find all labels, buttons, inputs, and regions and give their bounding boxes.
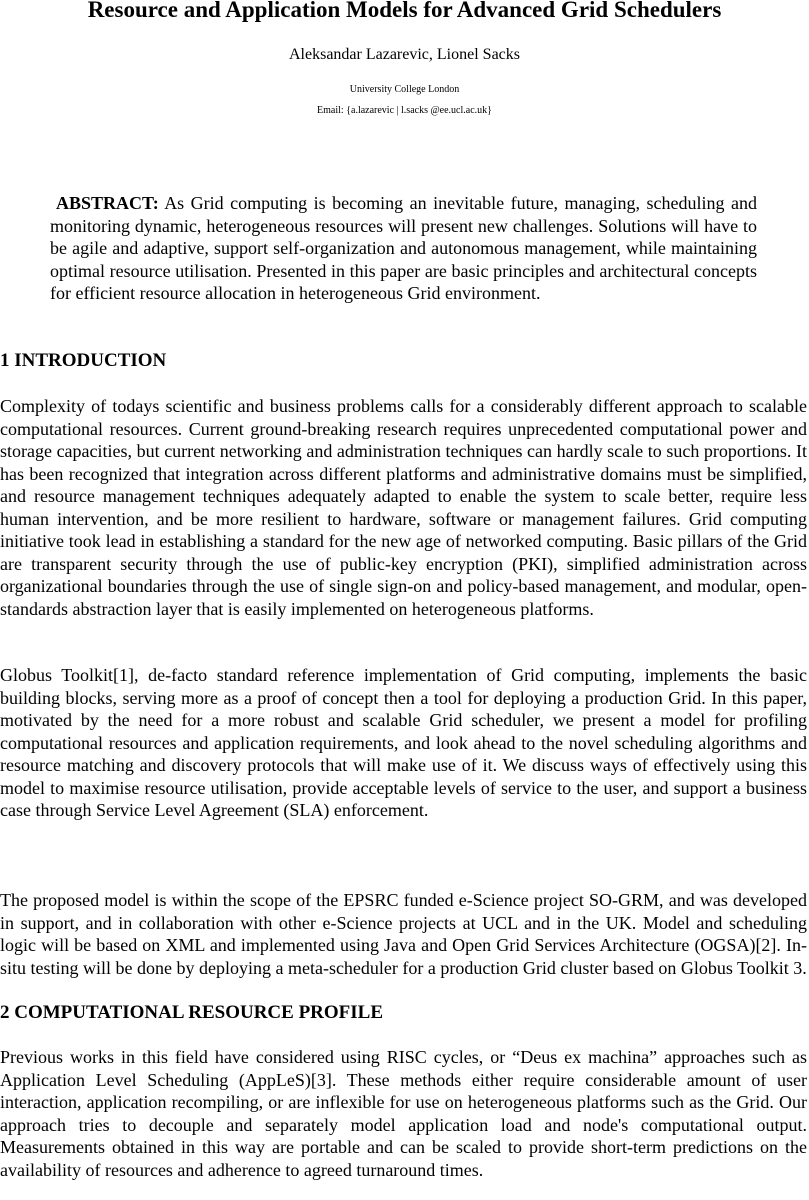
resource-profile-paragraph: Previous works in this field have considered using RISC cycles, or “Deus ex machina” approaches such as Application Level Scheduling (AppLeS)[3]. These methods either require considerable amount of user interaction, application recompiling, or are inflexible for use on heterogeneous platforms such as the Grid. Our approach tries to decouple and separately model application load and node's computational output. Measurements obtained in this way are portable and can be scaled to provide short-term predictions on the availability of resources and adherence to agreed turnaround times. [0,1047,807,1180]
paper-title: Resource and Application Models for Advanced Grid Schedulers [87,0,722,22]
intro-paragraph: Globus Toolkit[1], de-facto standard reference implementation of Grid computing, implements the basic building blocks, serving more as a proof of concept then a tool for deploying a production Grid. In this paper, motivated by the need for a more robust and scalable Grid scheduler, we present a model for profiling computational resources and application requirements, and look ahead to the novel scheduling algorithms and resource matching and discovery protocols that will make use of it. We discuss ways of effectively using this model to maximise resource utilisation, provide acceptable levels of service to the user, and support a business case through Service Level Agreement (SLA) enforcement. [0,665,807,820]
section-heading-introduction: 1 INTRODUCTION [0,350,167,371]
affiliation: University College London [349,84,460,95]
intro-paragraph: Complexity of todays scientific and business problems calls for a considerably different approach to scalable computational resources. Current ground-breaking research requires unprecedented computational power and storage capacities, but current networking and administration techniques can hardly scale to such proportions. It has been recognized that integration across different platforms and administrative domains must be simplified, and resource management techniques adequately adapted to enable the system to scale better, require less human intervention, and be more resilient to hardware, software or management failures. Grid computing initiative took lead in establishing a standard for the new age of networked computing. Basic pillars of the Grid are transparent security through the use of public-key encryption (PKI), simplified administration across organizational boundaries through the use of single sign-on and policy-based management, and modular, open-standards abstraction layer that is easily implemented on heterogeneous platforms. [0,396,807,619]
abstract [50,192,757,305]
abstract-label: ABSTRACT: [56,193,159,213]
author-list: Aleksandar Lazarevic, Lionel Sacks [288,46,520,63]
contact-email: Email: {a.lazarevic | l.sacks @ee.ucl.ac.uk} [317,105,492,116]
abstract-text: As Grid computing is becoming an inevitable future, managing, scheduling and monitoring dynamic, heterogeneous resources will present new challenges. Solutions will have to be agile and adaptive, support self-organization and autonomous management, while maintaining optimal resource utilisation. Presented in this paper are basic principles and architectural concepts for efficient resource allocation in heterogeneous Grid environment. [50,193,757,303]
section-heading-resource-profile: 2 COMPUTATIONAL RESOURCE PROFILE [0,1002,384,1023]
intro-paragraph: The proposed model is within the scope of the EPSRC funded e-Science project SO-GRM, and was developed in support, and in collaboration with other e-Science projects at UCL and in the UK. Model and scheduling logic will be based on XML and implemented using Java and Open Grid Services Architecture (OGSA)[2]. In-situ testing will be done by deploying a meta-scheduler for a production Grid cluster based on Globus Toolkit 3. [0,890,807,978]
